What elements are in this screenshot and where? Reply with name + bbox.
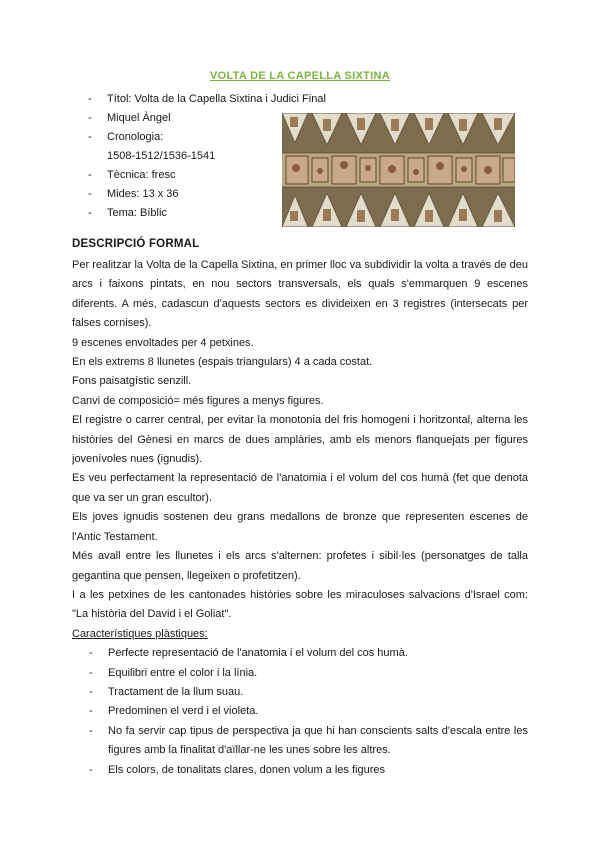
bullet-dash: -	[88, 131, 92, 143]
bullet-dash: -	[89, 685, 93, 698]
document-title: VOLTA DE LA CAPELLA SIXTINA	[209, 70, 391, 82]
bullet-dash: -	[88, 207, 92, 219]
bullet-dash: -	[89, 666, 93, 679]
meta-item-author: - Miquel Àngel	[88, 109, 326, 128]
list-item: - Predominen el verd i el violeta.	[72, 702, 528, 721]
meta-item-technique: - Tècnica: fresc	[88, 166, 326, 185]
bullet-dash: -	[88, 169, 92, 181]
list-item: - Tractament de la llum suau.	[72, 683, 528, 702]
section-heading: DESCRIPCIÓ FORMAL	[72, 238, 200, 250]
meta-item-title: - Títol: Volta de la Capella Sixtina i Judici Final	[88, 90, 326, 109]
meta-item-dates: 1508-1512/1536-1541	[107, 150, 216, 162]
paragraph: El registre o carrer central, per evitar la monotonia del fris homogeni i horitzontal, alterna les històries del Gènesi en marcs de dues amplàries, amb els menors flanquejats per figures jovenívoles nues (ignudis).	[72, 414, 528, 466]
paragraph: Més avall entre les llunetes i els arcs s'alternen: profetes i sibil·les (personatges de talla gegantina que pensen, llegeixen o profetitzen).	[72, 550, 528, 582]
bullet-dash: -	[89, 763, 93, 776]
bullet-dash: -	[88, 112, 92, 124]
subheading-plastic-features: Característiques plàstiques:	[72, 627, 208, 640]
paragraph: Per realitzar la Volta de la Capella Sixtina, en primer lloc va subdividir la volta a través de deu arcs i faixons pintats, en nou sectors transversals, els quals s'emmarquen 9 escenes diferents. A més, cadascun d'aquests sectors es divideixen en 3 registres (intersecats per falses cornises).	[72, 259, 528, 330]
paragraph: Canvi de composició= més figures a menys figures.	[72, 394, 324, 407]
paragraph: Fons paisatgístic senzill.	[72, 375, 192, 388]
meta-item-chronology: - Cronologia:	[88, 128, 326, 147]
paragraph: Els joves ignudis sostenen deu grans medallons de bronze que representen escenes de l'Antic Testament.	[72, 511, 528, 543]
bullet-dash: -	[88, 188, 92, 200]
fresco-illustration	[282, 113, 515, 227]
bullet-dash: -	[89, 647, 93, 660]
paragraph: 9 escenes envoltades per 4 petxines.	[72, 336, 254, 349]
features-list	[72, 644, 528, 780]
paragraph: Es veu perfectament la representació de l'anatomia i el volum del cos humà (fet que denota que va ser un gran escultor).	[72, 472, 528, 504]
bullet-dash: -	[88, 93, 92, 105]
meta-item-theme: - Tema: Bíblic	[88, 204, 326, 223]
bullet-dash: -	[89, 705, 93, 718]
list-item: - No fa servir cap tipus de perspectiva ja que hi han conscients salts d'escala entre les figures amb la finalitat d'aïllar-ne les unes sobre les altres.	[72, 722, 528, 761]
list-item: - Equilibri entre el color i la línia.	[72, 664, 528, 683]
paragraph: I a les petxines de les cantonades històries sobre les miraculoses salvacions d'Israel com: "La història del David i el Goliat".	[72, 588, 528, 621]
list-item: - Els colors, de tonalitats clares, donen volum a les figures	[72, 761, 528, 780]
sistine-ceiling-image	[282, 113, 515, 227]
list-item: - Perfecte representació de l'anatomia i el volum del cos humà.	[72, 644, 528, 663]
bullet-dash: -	[89, 724, 93, 737]
paragraph: En els extrems 8 llunetes (espais triangulars) 4 a cada costat.	[72, 356, 373, 369]
meta-item-size: - Mides: 13 x 36	[88, 185, 326, 204]
body-text	[72, 256, 528, 780]
